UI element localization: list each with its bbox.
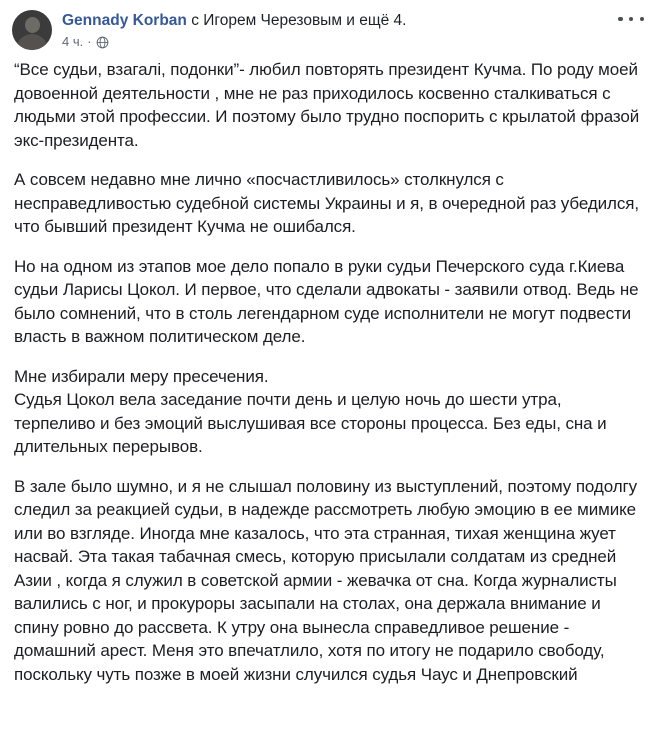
post-tagged-friends[interactable]: с Игорем Черезовым и ещё 4. — [191, 12, 407, 29]
post-author-name[interactable]: Gennady Korban — [62, 12, 187, 29]
post-body — [0, 54, 658, 686]
post-author-line — [62, 11, 646, 31]
avatar-head-shape — [25, 17, 40, 33]
post-header — [0, 0, 658, 54]
post-paragraph: “Все судьи, взагалі, подонки”- любил повторять президент Кучма. По роду моей довоенной деятельности , мне не раз приходилось косвенно сталкиваться с людьми этой профессии. И поэтому было трудно поспорить с крылатой фразой экс-президента. — [14, 60, 640, 150]
post-paragraph: А совсем недавно мне лично «посчастливилось» столкнулся с несправедливостью судебной системы Украины и я, в очередной раз убедился, что бывший президент Кучма не ошибался. — [14, 170, 639, 236]
post-paragraph: Но на одном из этапов мое дело попало в руки судьи Печерского суда г.Киева судьи Ларисы Цокол. И первое, что сделали адвокаты - заявили отвод. Ведь не было сомнений, что в столь легендарном суде исполнители не могут подвести власть в важном политическом деле. — [14, 256, 639, 346]
globe-icon[interactable] — [96, 36, 109, 49]
post-paragraph: Мне избирали меру пресечения. — [14, 366, 269, 386]
dot-3 — [640, 17, 645, 22]
meta-separator: · — [87, 34, 92, 49]
post-header-text — [62, 10, 646, 50]
post-paragraph: Судья Цокол вела заседание почти день и целую ночь до шести утра, терпеливо и без эмоций выслушивая все стороны процесса. Без еды, сна и длительных перерывов. — [14, 390, 607, 456]
dot-1 — [618, 17, 623, 22]
post-timestamp[interactable]: 4 ч. — [62, 34, 84, 49]
avatar[interactable] — [12, 10, 52, 50]
post-meta — [62, 34, 646, 50]
post-paragraph: В зале было шумно, и я не слышал половину из выступлений, поэтому подолгу следил за реакцией судьи, в надежде рассмотреть любую эмоцию в ее мимике или во взгляде. Иногда мне казалось, что эта странная, тихая женщина жует насвай. Эта такая табачная смесь, которую присылали солдатам из средней Азии , когда я служил в советской армии - жевачка от сна. Когда журналисты валились с ног, и прокуроры засыпали на столах, она держала внимание и спину ровно до рассвета. К утру она вынесла справедливое решение - домашний арест. Меня это впечатлило, хотя по итогу не подарило свободу, поскольку чуть позже в моей жизни случился судья Чаус и Днепровский — [14, 476, 638, 684]
more-options-icon[interactable] — [618, 12, 644, 26]
avatar-body-shape — [16, 34, 48, 50]
dot-2 — [629, 17, 634, 22]
